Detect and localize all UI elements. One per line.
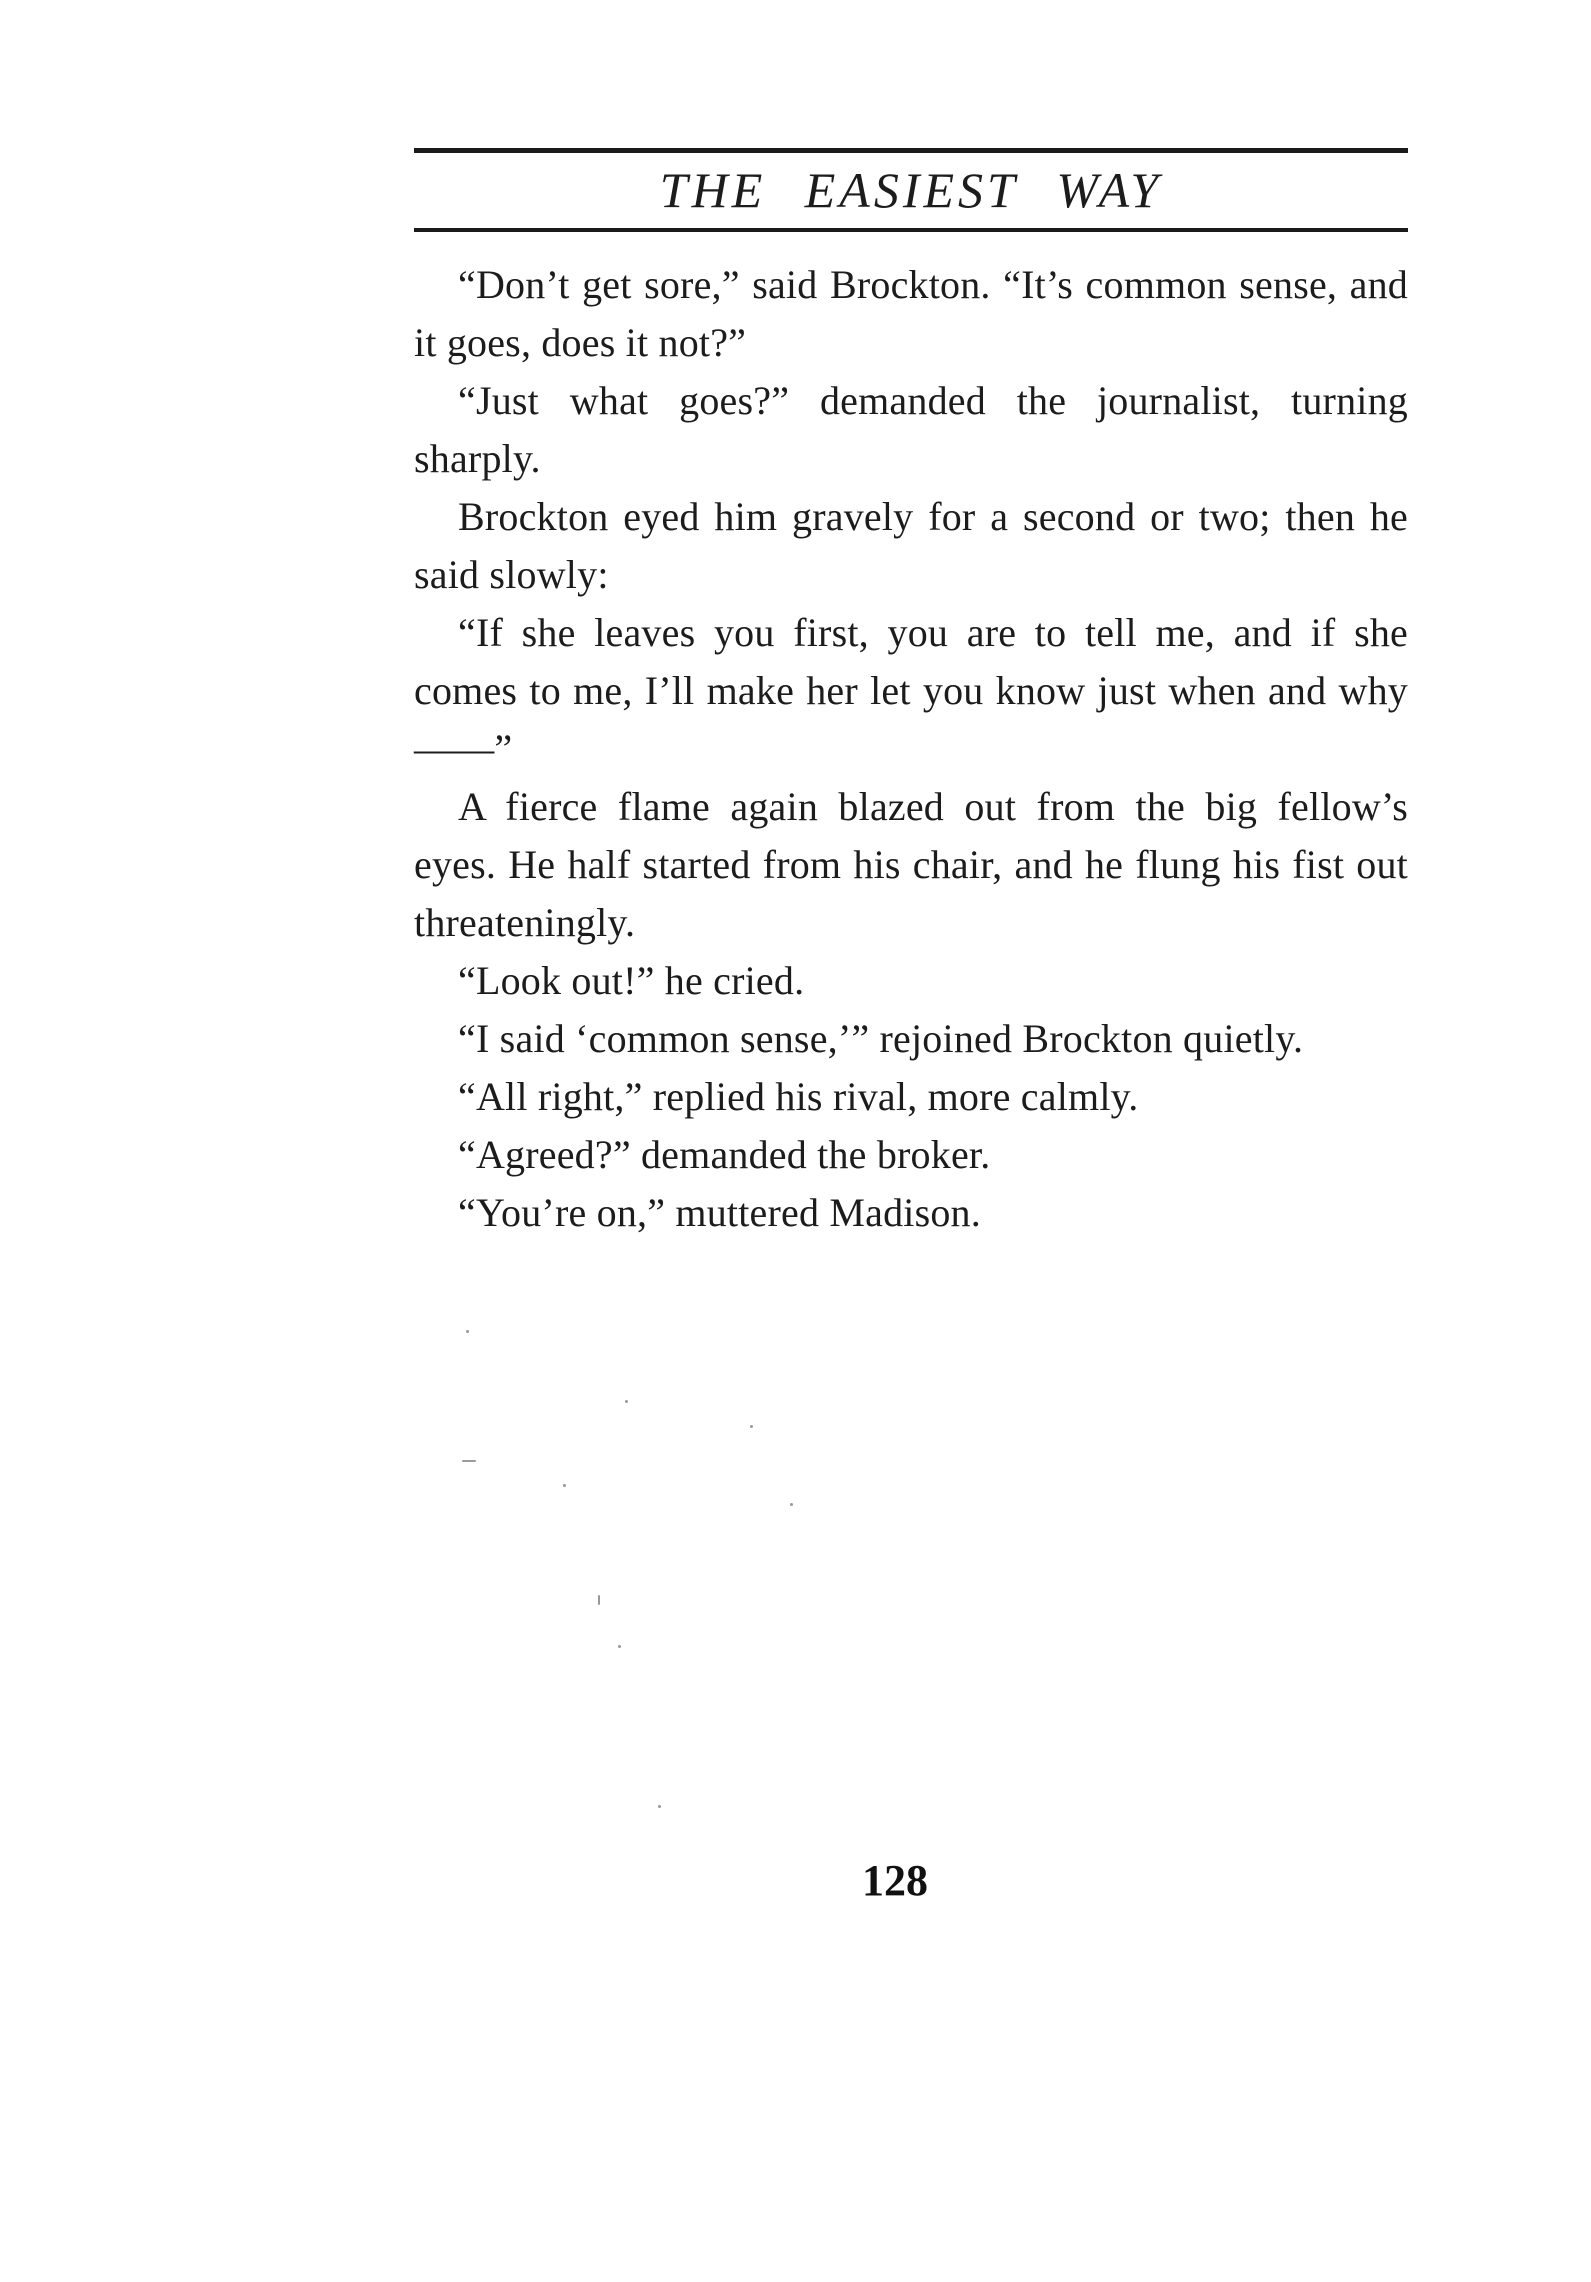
header-rule-top	[414, 148, 1408, 153]
paragraph: Brockton eyed him gravely for a second or two; then he said slowly:	[414, 494, 1408, 597]
scan-speck	[625, 1400, 628, 1403]
running-title: THE EASIEST WAY	[659, 162, 1163, 218]
scan-speck	[563, 1484, 566, 1487]
paragraph: A fierce flame again blazed out from the big fellow’s eyes. He half started from his chair, and he flung his fist out threateningly.	[414, 784, 1408, 945]
scan-speck	[598, 1595, 600, 1605]
paragraph: “If she leaves you first, you are to tell me, and if she comes to me, I’ll make her let you know just when and why——”	[414, 610, 1408, 771]
scan-speck	[618, 1645, 621, 1648]
scan-speck	[466, 1330, 469, 1333]
paragraph: “Just what goes?” demanded the journalist, turning sharply.	[414, 378, 1408, 481]
scan-speck	[462, 1460, 476, 1462]
scan-speck	[658, 1805, 661, 1808]
paragraph: “Look out!” he cried.	[458, 958, 805, 1003]
header-rule-bottom	[414, 228, 1408, 232]
paragraph: “Don’t get sore,” said Brockton. “It’s common sense, and it goes, does it not?”	[414, 262, 1408, 365]
paragraph: “You’re on,” muttered Madison.	[458, 1190, 981, 1235]
body-text	[414, 256, 1408, 1242]
paragraph: “I said ‘common sense,’” rejoined Brockton quietly.	[458, 1016, 1304, 1061]
page-number: 128	[862, 1856, 928, 1905]
scan-speck	[790, 1503, 793, 1506]
scan-speck	[750, 1425, 753, 1428]
paragraph: “Agreed?” demanded the broker.	[458, 1132, 991, 1177]
paragraph: “All right,” replied his rival, more calmly.	[458, 1074, 1139, 1119]
